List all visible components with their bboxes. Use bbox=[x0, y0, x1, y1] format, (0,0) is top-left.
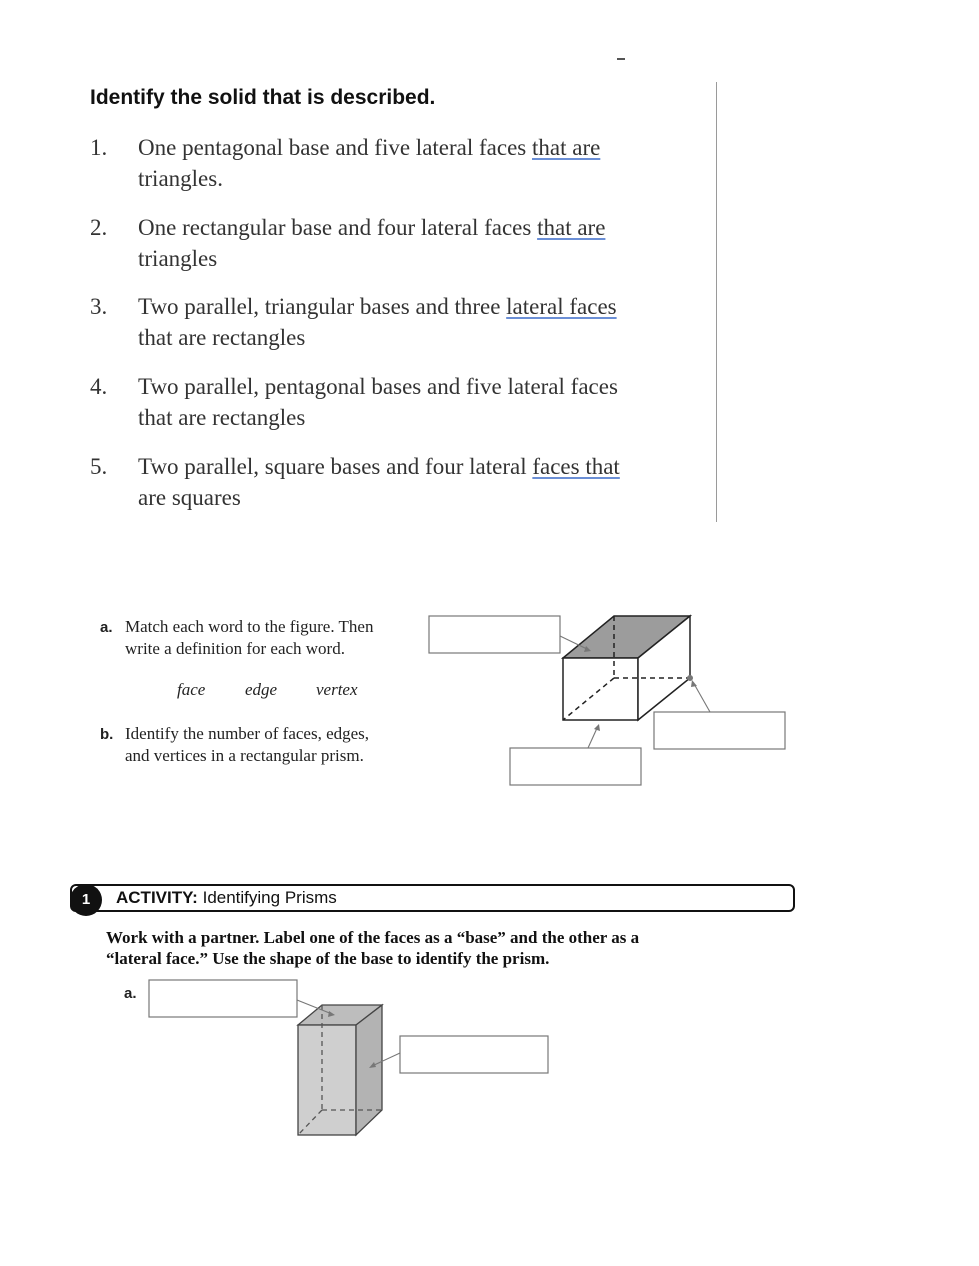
question-number: 4. bbox=[90, 374, 108, 399]
question-number: 5. bbox=[90, 454, 108, 479]
activity-instructions: Work with a partner. Label one of the faces as a “base” and the other as a “lateral face.” Use the shape of the base to identify the prism. bbox=[106, 928, 640, 968]
label-box-lateral-face bbox=[400, 1036, 548, 1073]
question-number: 2. bbox=[90, 215, 108, 240]
label-box-face bbox=[429, 616, 560, 653]
exercise-b-text: Identify the number of faces, edges, and vertices in a rectangular prism. bbox=[125, 724, 370, 765]
activity-title: ACTIVITY: Identifying Prisms bbox=[116, 888, 337, 907]
label-box-base bbox=[149, 980, 297, 1017]
square-prism-side bbox=[356, 1005, 382, 1135]
activity-part-a-label: a. bbox=[124, 985, 137, 1002]
exercise-b-label: b. bbox=[100, 726, 114, 743]
rectangular-prism-figure bbox=[563, 616, 693, 720]
square-prism-front bbox=[298, 1025, 356, 1135]
label-box-vertex bbox=[654, 712, 785, 749]
question-text: Two parallel, pentagonal bases and five lateral faces that are rectangles bbox=[138, 374, 618, 430]
square-prism-figure bbox=[298, 1005, 382, 1135]
question-number: 3. bbox=[90, 294, 108, 319]
activity-number-badge: 1 bbox=[70, 884, 102, 916]
question-number: 1. bbox=[90, 135, 108, 160]
prism-front-face bbox=[563, 658, 638, 720]
label-box-edge bbox=[510, 748, 641, 785]
worksheet-heading: Identify the solid that is described. bbox=[90, 86, 436, 109]
question-text: Two parallel, square bases and four lateral faces that are squares bbox=[138, 454, 620, 510]
word-face: face bbox=[177, 680, 206, 699]
question-text: One rectangular base and four lateral faces that are triangles bbox=[138, 215, 606, 271]
vertex-dot bbox=[687, 675, 693, 681]
exercise-a-text: Match each word to the figure. Then write a definition for each word. bbox=[125, 617, 374, 658]
word-vertex: vertex bbox=[316, 680, 358, 699]
arrow-vertex bbox=[693, 682, 710, 712]
question-text: One pentagonal base and five lateral faces that are triangles. bbox=[138, 135, 601, 191]
word-edge: edge bbox=[245, 680, 278, 699]
exercise-a-label: a. bbox=[100, 619, 113, 636]
question-text: Two parallel, triangular bases and three lateral faces that are rectangles bbox=[138, 294, 617, 350]
